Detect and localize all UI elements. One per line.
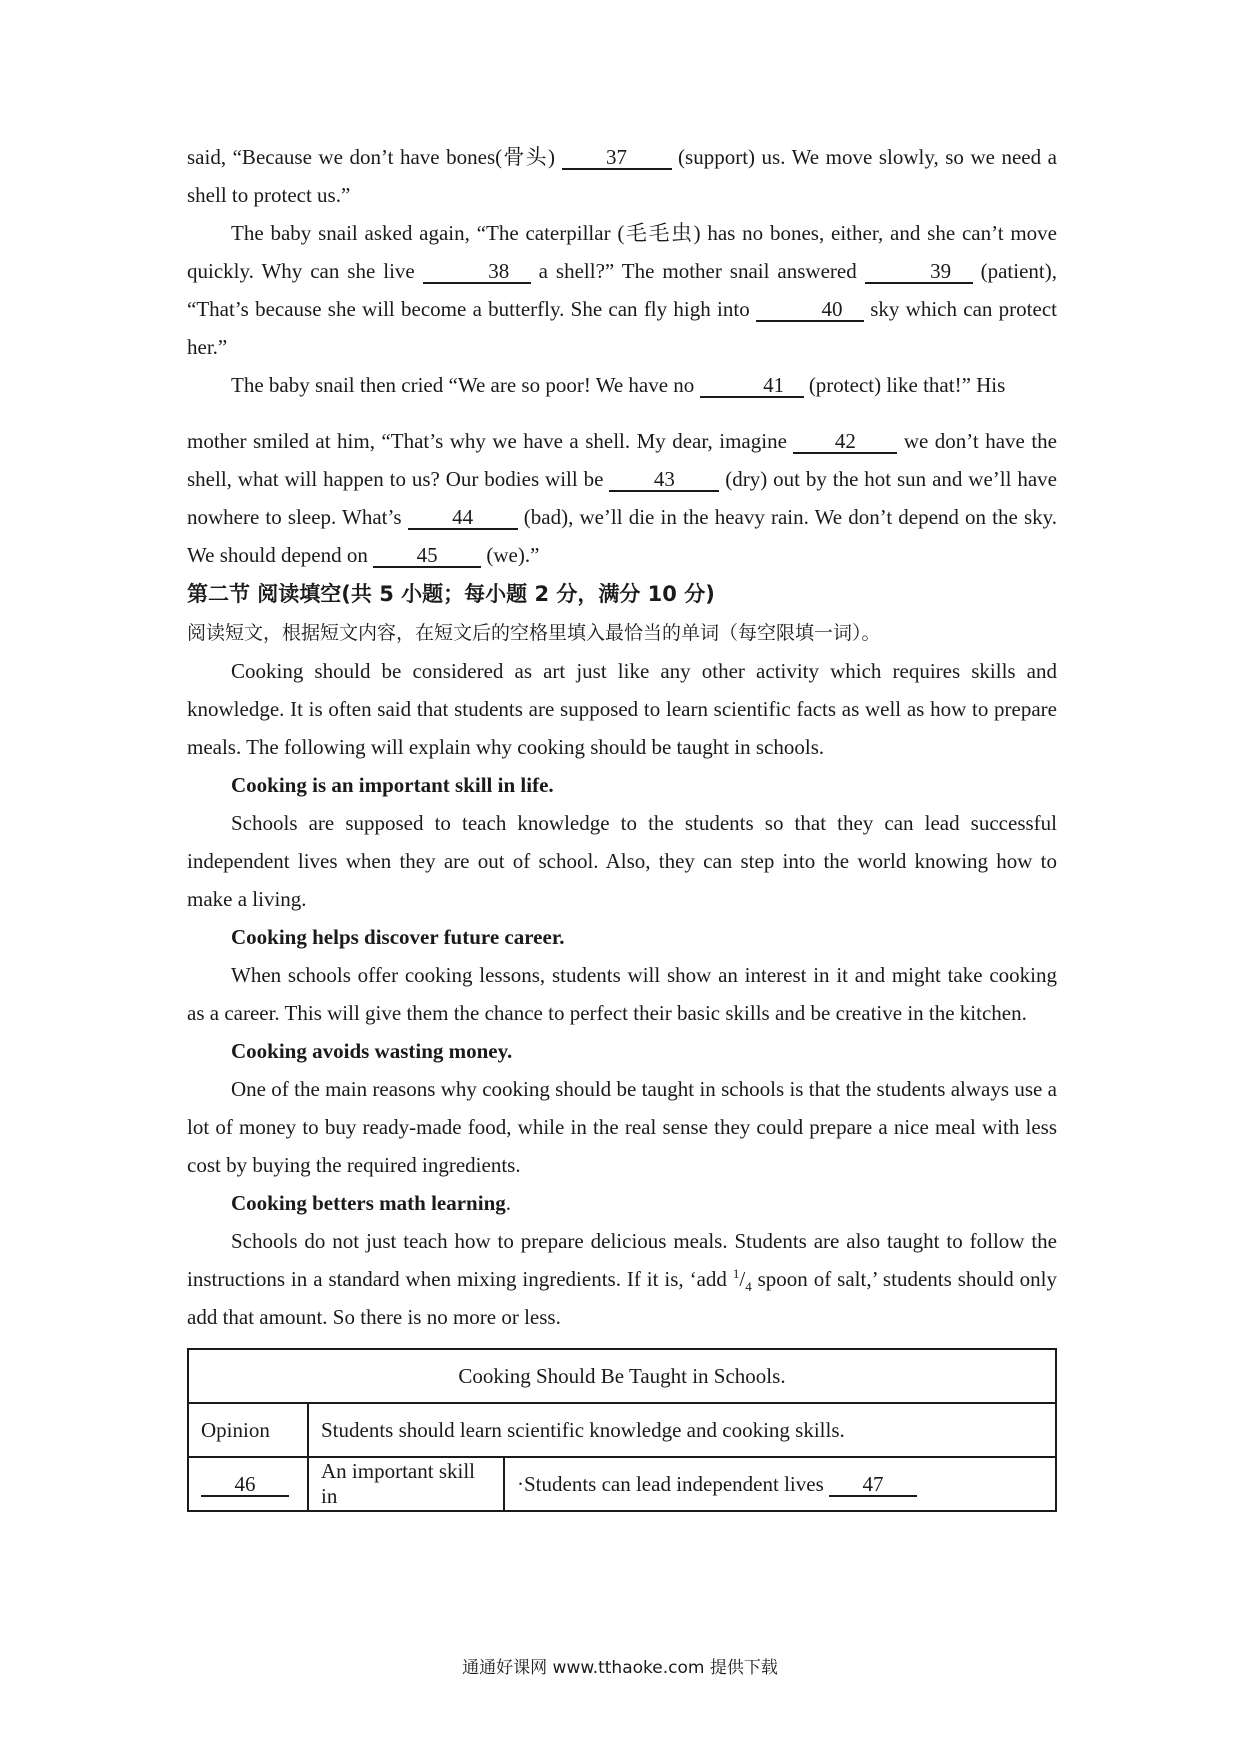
text-run: spoon of salt,’ students should only add that amount. So there is no more or less. xyxy=(187,1267,1057,1329)
text-run: sky which can protect her.” xyxy=(187,297,1057,359)
blank-38: 38 xyxy=(423,260,531,284)
text-run: (protect) like that!” His xyxy=(803,373,1006,397)
text-run: (dry) out by the hot sun and we’ll have nowhere to sleep. What’s xyxy=(187,467,1057,529)
section-title: 第二节 阅读填空(共 5 小题；每小题 2 分，满分 10 分) xyxy=(187,582,715,606)
table-cell: An important skill in xyxy=(308,1457,504,1511)
heading-1: Cooking is an important skill in life. xyxy=(231,773,554,797)
passage2-para4 xyxy=(187,1222,1057,1336)
fraction-slash: / xyxy=(739,1267,746,1291)
passage1-para4 xyxy=(187,422,1057,574)
text-run: we don’t have the shell, what will happen to us? Our bodies will be xyxy=(187,429,1057,491)
blank-37: 37 xyxy=(562,146,672,170)
passage1-para3 xyxy=(187,366,1057,404)
passage1-para1 xyxy=(187,138,1057,214)
page-footer: 通通好课网 www.tthaoke.com 提供下载 xyxy=(462,1658,778,1678)
passage2-intro: Cooking should be considered as art just like any other activity which requires skills and knowledge. It is often said that students are supposed to learn scientific facts as well as how to prepare meals. The following will explain why cooking should be taught in schools. xyxy=(187,659,1057,759)
text-run: mother smiled at him, “That’s why we have a shell. My dear, imagine xyxy=(187,429,794,453)
blank-40: 40 xyxy=(756,298,864,322)
table-title: Cooking Should Be Taught in Schools. xyxy=(188,1349,1056,1403)
heading-3: Cooking avoids wasting money. xyxy=(231,1039,513,1063)
table-row xyxy=(188,1457,1056,1511)
blank-43: 43 xyxy=(609,468,719,492)
text-run: Schools do not just teach how to prepare delicious meals. Students are also taught to follow the instructions in a standard when mixing ingredients. If it is, ‘add xyxy=(187,1229,1057,1291)
document-page xyxy=(187,138,1057,1512)
text-run: The baby snail asked again, “The caterpillar (毛毛虫) has no bones, either, and she can’t move quickly. Why can she live xyxy=(187,221,1057,283)
text-run: (bad), we’ll die in the heavy rain. We don’t depend on the sky. We should depend on xyxy=(187,505,1058,567)
passage1-para2 xyxy=(187,214,1057,366)
blank-46: 46 xyxy=(201,1473,289,1497)
spacer xyxy=(187,404,1057,422)
text-run: ·Students can lead independent lives xyxy=(517,1471,829,1496)
summary-table xyxy=(187,1348,1057,1512)
text-run: (support) us. We move slowly, so we need a shell to protect us.” xyxy=(187,145,1057,207)
blank-41: 41 xyxy=(700,374,804,398)
table-cell xyxy=(188,1457,308,1511)
blank-39: 39 xyxy=(865,260,973,284)
heading-4-period: . xyxy=(505,1191,511,1215)
fraction-denominator: 4 xyxy=(745,1279,752,1295)
blank-45: 45 xyxy=(373,544,481,568)
passage2-para2: When schools offer cooking lessons, students will show an interest in it and might take cooking as a career. This will give them the chance to perfect their basic skills and be creative in the kitchen. xyxy=(187,963,1057,1025)
text-run: (we).” xyxy=(481,543,540,567)
section-instruction: 阅读短文，根据短文内容，在短文后的空格里填入最恰当的单词（每空限填一词）。 xyxy=(187,622,881,644)
text-run: The baby snail then cried “We are so poor! We have no xyxy=(231,373,700,397)
opinion-label: Opinion xyxy=(188,1403,308,1457)
blank-47: 47 xyxy=(829,1473,917,1497)
fraction-numerator: 1 xyxy=(732,1266,740,1281)
table-row xyxy=(188,1403,1056,1457)
text-run: (patient), “That’s because she will become a butterfly. She can fly high into xyxy=(187,259,1057,321)
text-run: a shell?” The mother snail answered xyxy=(530,259,865,283)
opinion-text: Students should learn scientific knowledge and cooking skills. xyxy=(308,1403,1056,1457)
heading-4-line xyxy=(187,1184,1057,1222)
passage2-para3: One of the main reasons why cooking should be taught in schools is that the students always use a lot of money to buy ready-made food, while in the real sense they could prepare a nice meal with less cost by buying the required ingredients. xyxy=(187,1077,1057,1177)
text-run: said, “Because we don’t have bones(骨头) xyxy=(187,145,562,169)
blank-42: 42 xyxy=(793,430,897,454)
table-cell xyxy=(504,1457,1056,1511)
heading-4: Cooking betters math learning xyxy=(231,1191,506,1215)
passage2-para1: Schools are supposed to teach knowledge to the students so that they can lead successful independent lives when they are out of school. Also, they can step into the world knowing how to make a living. xyxy=(187,811,1057,911)
heading-2: Cooking helps discover future career. xyxy=(231,925,565,949)
blank-44: 44 xyxy=(408,506,518,530)
table-row xyxy=(188,1349,1056,1403)
